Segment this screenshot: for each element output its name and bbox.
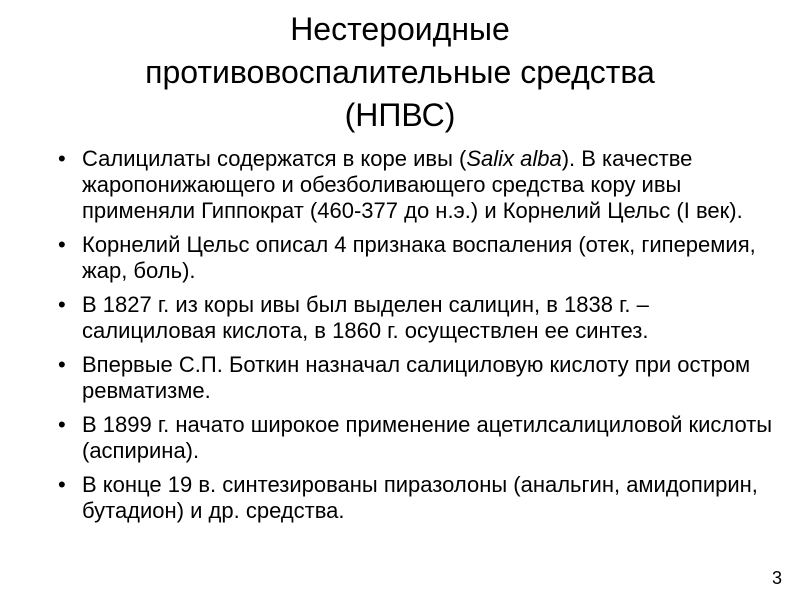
title-line-3: (НПВС) [344,97,456,133]
bullet-item [58,146,778,224]
title-line-1: Нестероидные [290,11,510,47]
bullet-text: В 1899 г. начато широкое применение ацетилсалициловой кислоты (аспирина). [82,412,773,463]
bullet-item [58,472,778,524]
page-number: 3 [771,568,782,588]
title-line-2: противовоспалительные средства [145,54,655,90]
bullet-marker: • [58,146,66,171]
bullet-text: В конце 19 в. синтезированы пиразолоны (анальгин, амидопирин, бутадион) и др. средства. [82,472,758,523]
bullet-text-italic: Salix alba [466,146,562,171]
bullet-marker: • [58,412,66,437]
bullet-text: В 1827 г. из коры ивы был выделен салицин, в 1838 г. – салициловая кислота, в 1860 г. осуществлен ее синтез. [82,292,649,343]
bullet-item [58,232,778,284]
bullet-item [58,412,778,464]
bullet-marker: • [58,352,66,377]
bullet-marker: • [58,472,66,497]
slide-title [40,8,760,137]
bullet-marker: • [58,292,66,317]
bullet-item [58,292,778,344]
bullet-item [58,352,778,404]
bullet-text: Впервые С.П. Боткин назначал салициловую кислоту при остром ревматизме. [82,352,751,403]
bullet-text-prefix: Салицилаты содержатся в коре ивы ( [82,146,467,171]
bullet-text: Корнелий Цельс описал 4 признака воспаления (отек, гиперемия, жар, боль). [82,232,756,283]
bullet-marker: • [58,232,66,257]
bullet-text-suffix: ). В качестве жаропонижающего и обезболивающего средства кору ивы применяли Гиппократ (460-377 до н.э.) и Корнелий Цельс (I век). [82,146,743,223]
bullet-list [58,146,778,532]
